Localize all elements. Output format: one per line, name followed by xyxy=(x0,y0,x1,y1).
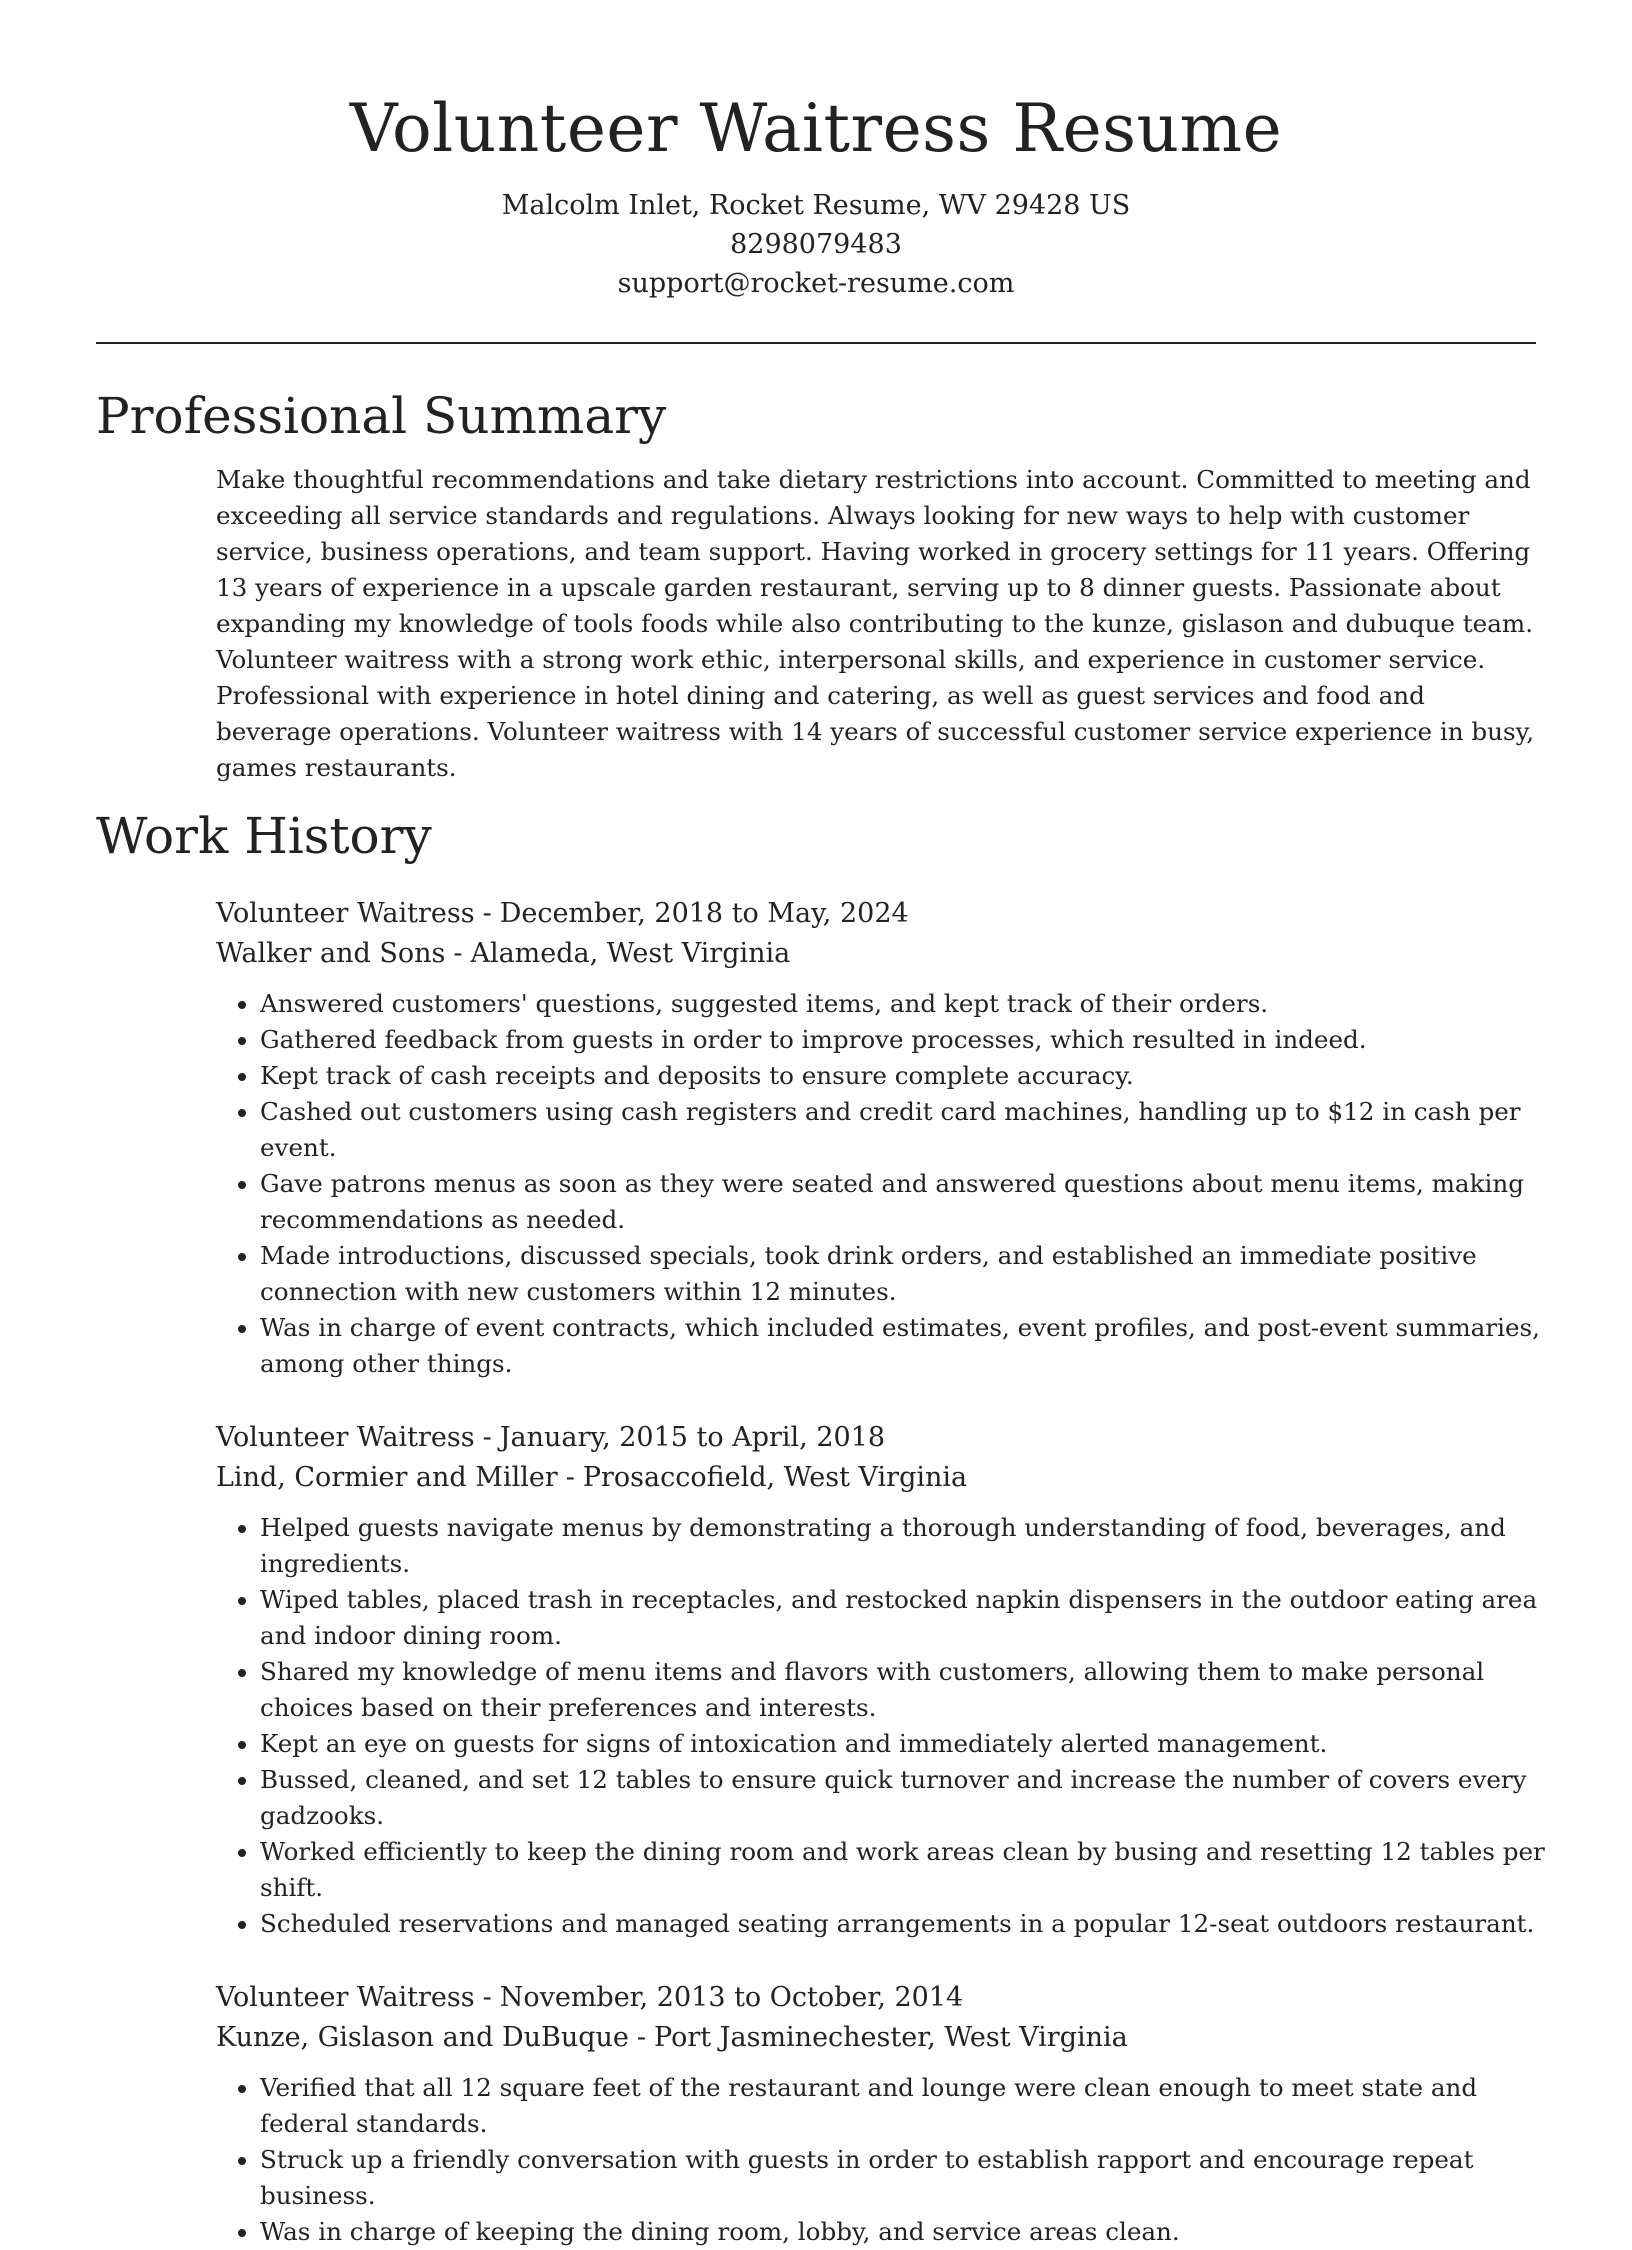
contact-phone: 8298079483 xyxy=(730,229,902,260)
job-company-line xyxy=(216,2018,1536,2058)
duty-item: • Made introductions, discussed specials, took drink orders, and established an immediate positive connection with new customers within 12 minutes. xyxy=(260,1238,1570,1310)
duty-item: • Was in charge of event contracts, which included estimates, event profiles, and post-event summaries, among other things. xyxy=(260,1310,1570,1382)
job-company: Lind, Cormier and Miller xyxy=(216,1462,558,1493)
duty-item: • Worked efficiently to keep the dining room and work areas clean by busing and resetting 12 tables per shift. xyxy=(260,1834,1570,1906)
resume-body xyxy=(96,376,1545,2250)
job-title: Volunteer Waitress xyxy=(216,898,475,929)
title-separator: - xyxy=(482,1982,492,2013)
job-company-line xyxy=(216,934,1536,974)
duty-item: • Verified that all 12 square feet of the restaurant and lounge were clean enough to meet state and federal standards. xyxy=(260,2070,1570,2142)
duty-item: • Was in charge of keeping the dining room, lobby, and service areas clean. xyxy=(260,2214,1570,2250)
title-separator: - xyxy=(482,1422,492,1453)
job-company-line xyxy=(216,1458,1536,1498)
job-dates: January, 2015 to April, 2018 xyxy=(499,1422,886,1453)
work-history-heading: Work History xyxy=(96,807,432,865)
company-separator: - xyxy=(453,938,463,969)
contact-address: Malcolm Inlet, Rocket Resume, WV 29428 US xyxy=(501,190,1131,221)
duty-item: • Helped guests navigate menus by demonstrating a thorough understanding of food, beverages, and ingredients. xyxy=(260,1510,1570,1582)
job-title: Volunteer Waitress xyxy=(216,1982,475,2013)
duty-item: • Struck up a friendly conversation with guests in order to establish rapport and encourage repeat business. xyxy=(260,2142,1570,2214)
duty-item: • Gave patrons menus as soon as they were seated and answered questions about menu items, making recommendations as needed. xyxy=(260,1166,1570,1238)
duty-item: • Kept an eye on guests for signs of intoxication and immediately alerted management. xyxy=(260,1726,1570,1762)
summary-text: Make thoughtful recommendations and take dietary restrictions into account. Committed to meeting and exceeding all service standards and regulations. Always looking for new ways to help with customer service, business operations, and team support. Having worked in grocery settings for 11 years. Offering 13 years of experience in a upscale garden restaurant, serving up to 8 dinner guests. Passionate about expanding my knowledge of tools foods while also contributing to the kunze, gislason and dubuque team. Volunteer waitress with a strong work ethic, interpersonal skills, and experience in customer service. Professional with experience in hotel dining and catering, as well as guest services and food and beverage operations. Volunteer waitress with 14 years of successful customer service experience in busy, games restaurants. xyxy=(216,465,1535,782)
job-entry xyxy=(216,1978,1536,2250)
duty-item: • Shared my knowledge of menu items and flavors with customers, allowing them to make personal choices based on their preferences and interests. xyxy=(260,1654,1570,1726)
job-title-line xyxy=(216,894,1536,934)
job-company: Walker and Sons xyxy=(216,938,446,969)
job-entry xyxy=(216,894,1540,1382)
resume-header xyxy=(96,84,1536,303)
duty-item: • Gathered feedback from guests in order to improve processes, which resulted in indeed. xyxy=(260,1022,1570,1058)
header-divider xyxy=(96,342,1536,344)
job-title-line xyxy=(216,1978,1536,2018)
contact-email: support@rocket-resume.com xyxy=(617,268,1015,299)
job-location: Prosaccofield, West Virginia xyxy=(582,1462,968,1493)
job-duties-list xyxy=(216,986,1570,1382)
duty-item: • Bussed, cleaned, and set 12 tables to ensure quick turnover and increase the number of covers every gadzooks. xyxy=(260,1762,1570,1834)
duty-item: • Answered customers' questions, suggested items, and kept track of their orders. xyxy=(260,986,1570,1022)
job-dates: November, 2013 to October, 2014 xyxy=(499,1982,964,2013)
job-location: Alameda, West Virginia xyxy=(470,938,791,969)
job-dates: December, 2018 to May, 2024 xyxy=(499,898,909,929)
resume-title: Volunteer Waitress Resume xyxy=(349,90,1283,167)
duty-item: • Kept track of cash receipts and deposits to ensure complete accuracy. xyxy=(260,1058,1570,1094)
duty-item: • Wiped tables, placed trash in receptacles, and restocked napkin dispensers in the outdoor eating area and indoor dining room. xyxy=(260,1582,1570,1654)
company-separator: - xyxy=(636,2022,646,2053)
job-title-line xyxy=(216,1418,1536,1458)
company-separator: - xyxy=(565,1462,575,1493)
job-duties-list xyxy=(216,1510,1570,1942)
job-location: Port Jasminechester, West Virginia xyxy=(654,2022,1128,2053)
work-history-section xyxy=(96,796,1545,2250)
summary-heading: Professional Summary xyxy=(96,387,667,445)
job-entry xyxy=(216,1418,1545,1942)
professional-summary-section xyxy=(96,376,1536,786)
job-company: Kunze, Gislason and DuBuque xyxy=(216,2022,629,2053)
title-separator: - xyxy=(482,898,492,929)
job-title: Volunteer Waitress xyxy=(216,1422,475,1453)
job-duties-list xyxy=(216,2070,1570,2250)
duty-item: • Cashed out customers using cash registers and credit card machines, handling up to $12 in cash per event. xyxy=(260,1094,1570,1166)
duty-item: • Scheduled reservations and managed seating arrangements in a popular 12-seat outdoors restaurant. xyxy=(260,1906,1570,1942)
